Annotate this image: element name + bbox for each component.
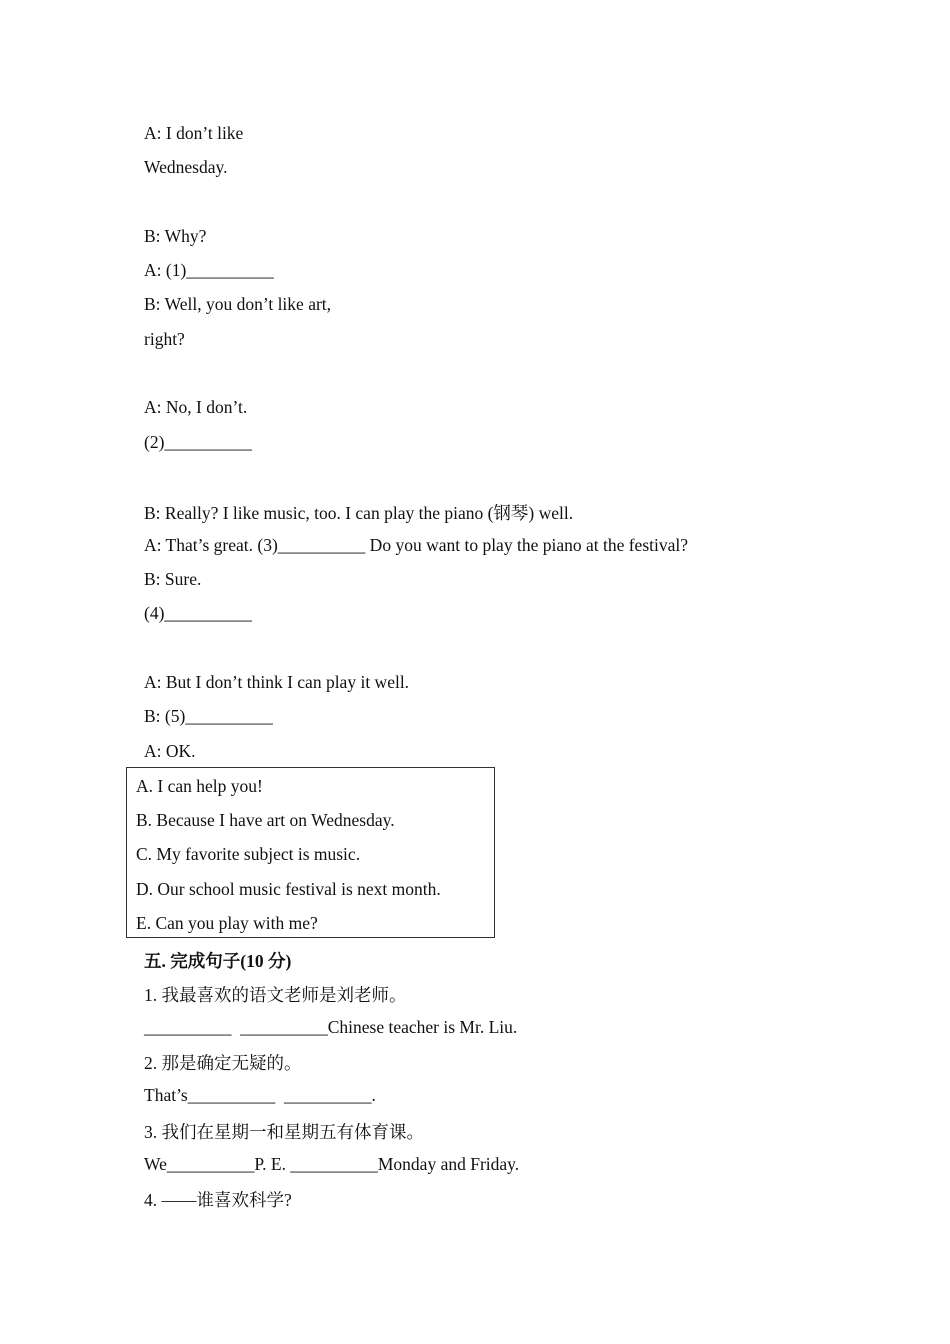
option-c: C. My favorite subject is music.	[136, 844, 361, 864]
question-2-chinese: 2. 那是确定无疑的。	[144, 1053, 302, 1073]
dialogue-line-12: (4)__________	[144, 603, 252, 623]
dialogue-line-7: A: No, I don’t.	[144, 397, 248, 417]
dialogue-line-10: A: That’s great. (3)__________ Do you want to play the piano at the festival?	[144, 535, 688, 555]
dialogue-line-2: Wednesday.	[144, 157, 228, 177]
options-box	[126, 767, 495, 938]
option-d: D. Our school music festival is next month.	[136, 879, 441, 899]
dialogue-line-6: right?	[144, 329, 185, 349]
dialogue-line-9: B: Really? I like music, too. I can play the piano (钢琴) well.	[144, 503, 574, 523]
dialogue-line-11: B: Sure.	[144, 569, 202, 589]
question-3-english: We__________P. E. __________Monday and Friday.	[144, 1154, 520, 1174]
dialogue-line-5: B: Well, you don’t like art,	[144, 294, 332, 314]
question-4-chinese: 4. ——谁喜欢科学?	[144, 1190, 292, 1210]
option-a: A. I can help you!	[136, 776, 263, 796]
section-5-title: 五. 完成句子(10 分)	[144, 951, 292, 971]
option-e: E. Can you play with me?	[136, 913, 318, 933]
question-3-chinese: 3. 我们在星期一和星期五有体育课。	[144, 1122, 424, 1142]
dialogue-line-14: B: (5)__________	[144, 706, 273, 726]
question-1-english: __________ __________Chinese teacher is Mr. Liu.	[144, 1017, 518, 1037]
question-1-chinese: 1. 我最喜欢的语文老师是刘老师。	[144, 985, 407, 1005]
question-2-english: That’s__________ __________.	[144, 1085, 376, 1105]
dialogue-line-13: A: But I don’t think I can play it well.	[144, 672, 410, 692]
dialogue-line-1: A: I don’t like	[144, 123, 244, 143]
dialogue-line-3: B: Why?	[144, 226, 207, 246]
option-b: B. Because I have art on Wednesday.	[136, 810, 395, 830]
dialogue-line-8: (2)__________	[144, 432, 252, 452]
dialogue-line-15: A: OK.	[144, 741, 196, 761]
dialogue-line-4: A: (1)__________	[144, 260, 274, 280]
